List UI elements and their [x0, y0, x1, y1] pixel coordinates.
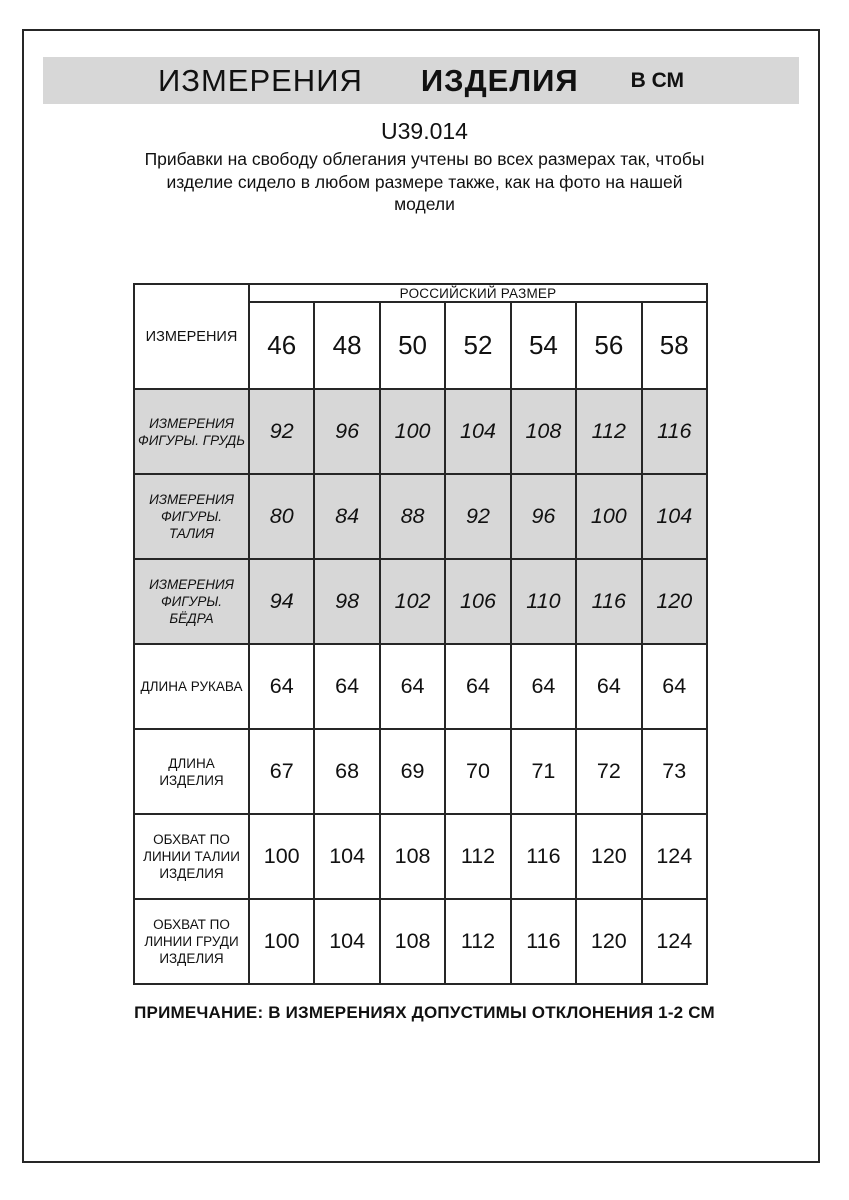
- measurement-cell: 108: [380, 899, 445, 984]
- measurement-cell: 120: [642, 559, 707, 644]
- size-column-header: 54: [511, 302, 576, 389]
- size-column-header: 56: [576, 302, 641, 389]
- measurement-cell: 88: [380, 474, 445, 559]
- title-bar: [43, 57, 799, 104]
- measurement-cell: 112: [445, 814, 510, 899]
- measurement-cell: 64: [576, 644, 641, 729]
- row-label: ИЗМЕРЕНИЯ ФИГУРЫ. ГРУДЬ: [134, 389, 249, 474]
- measurement-cell: 64: [380, 644, 445, 729]
- table-header-row: [134, 284, 707, 302]
- measurement-cell: 100: [249, 899, 314, 984]
- measurement-cell: 73: [642, 729, 707, 814]
- measurement-cell: 92: [445, 474, 510, 559]
- measurement-cell: 64: [445, 644, 510, 729]
- measurement-cell: 72: [576, 729, 641, 814]
- measurement-cell: 112: [576, 389, 641, 474]
- row-label: ОБХВАТ ПО ЛИНИИ ТАЛИИ ИЗДЕЛИЯ: [134, 814, 249, 899]
- measurement-cell: 64: [511, 644, 576, 729]
- measurement-cell: 64: [642, 644, 707, 729]
- measurement-cell: 120: [576, 899, 641, 984]
- measurement-cell: 104: [642, 474, 707, 559]
- tolerance-note: ПРИМЕЧАНИЕ: В ИЗМЕРЕНИЯХ ДОПУСТИМЫ ОТКЛОНЕНИЯ 1-2 СМ: [134, 1003, 715, 1022]
- measurement-cell: 102: [380, 559, 445, 644]
- size-column-header: 48: [314, 302, 379, 389]
- measurement-cell: 104: [314, 814, 379, 899]
- russian-size-header: РОССИЙСКИЙ РАЗМЕР: [249, 284, 707, 302]
- size-column-header: 52: [445, 302, 510, 389]
- measurement-cell: 70: [445, 729, 510, 814]
- measurement-cell: 100: [249, 814, 314, 899]
- measurement-cell: 64: [314, 644, 379, 729]
- table-row: [134, 899, 707, 984]
- measurement-cell: 116: [576, 559, 641, 644]
- table-row: [134, 474, 707, 559]
- row-label: ДЛИНА ИЗДЕЛИЯ: [134, 729, 249, 814]
- measurement-cell: 67: [249, 729, 314, 814]
- measurement-cell: 116: [511, 899, 576, 984]
- size-table: [133, 283, 708, 985]
- article-number: U39.014: [381, 118, 468, 144]
- row-label: ИЗМЕРЕНИЯ ФИГУРЫ. БЁДРА: [134, 559, 249, 644]
- measurement-cell: 92: [249, 389, 314, 474]
- measurement-cell: 100: [576, 474, 641, 559]
- measurement-cell: 108: [380, 814, 445, 899]
- measurement-cell: 124: [642, 814, 707, 899]
- measurement-cell: 69: [380, 729, 445, 814]
- row-label: ИЗМЕРЕНИЯ ФИГУРЫ. ТАЛИЯ: [134, 474, 249, 559]
- measurement-cell: 96: [314, 389, 379, 474]
- size-column-header: 58: [642, 302, 707, 389]
- title-product: ИЗДЕЛИЯ: [420, 62, 579, 98]
- table-row: [134, 729, 707, 814]
- measurement-cell: 64: [249, 644, 314, 729]
- measurement-cell: 80: [249, 474, 314, 559]
- table-row: [134, 559, 707, 644]
- table-row: [134, 814, 707, 899]
- measurement-cell: 71: [511, 729, 576, 814]
- measurement-cell: 112: [445, 899, 510, 984]
- corner-header: ИЗМЕРЕНИЯ: [134, 284, 249, 389]
- title-units: В СМ: [630, 68, 685, 92]
- measurement-cell: 84: [314, 474, 379, 559]
- measurement-cell: 96: [511, 474, 576, 559]
- measurement-cell: 68: [314, 729, 379, 814]
- title-measurements: ИЗМЕРЕНИЯ: [157, 62, 363, 98]
- measurement-cell: 116: [511, 814, 576, 899]
- size-column-header: 50: [380, 302, 445, 389]
- measurement-cell: 108: [511, 389, 576, 474]
- size-column-header: 46: [249, 302, 314, 389]
- measurement-cell: 106: [445, 559, 510, 644]
- row-label: ДЛИНА РУКАВА: [134, 644, 249, 729]
- row-label: ОБХВАТ ПО ЛИНИИ ГРУДИ ИЗДЕЛИЯ: [134, 899, 249, 984]
- measurement-cell: 104: [445, 389, 510, 474]
- table-row: [134, 644, 707, 729]
- measurement-cell: 94: [249, 559, 314, 644]
- measurement-cell: 120: [576, 814, 641, 899]
- table-row: [134, 389, 707, 474]
- measurement-cell: 104: [314, 899, 379, 984]
- measurement-cell: 116: [642, 389, 707, 474]
- measurement-cell: 98: [314, 559, 379, 644]
- measurement-cell: 100: [380, 389, 445, 474]
- measurement-cell: 124: [642, 899, 707, 984]
- measurement-cell: 110: [511, 559, 576, 644]
- fit-description: Прибавки на свободу облегания учтены во всех размерах так, чтобы изделие сидело в любом размере также, как на фото на нашей модели: [144, 149, 705, 214]
